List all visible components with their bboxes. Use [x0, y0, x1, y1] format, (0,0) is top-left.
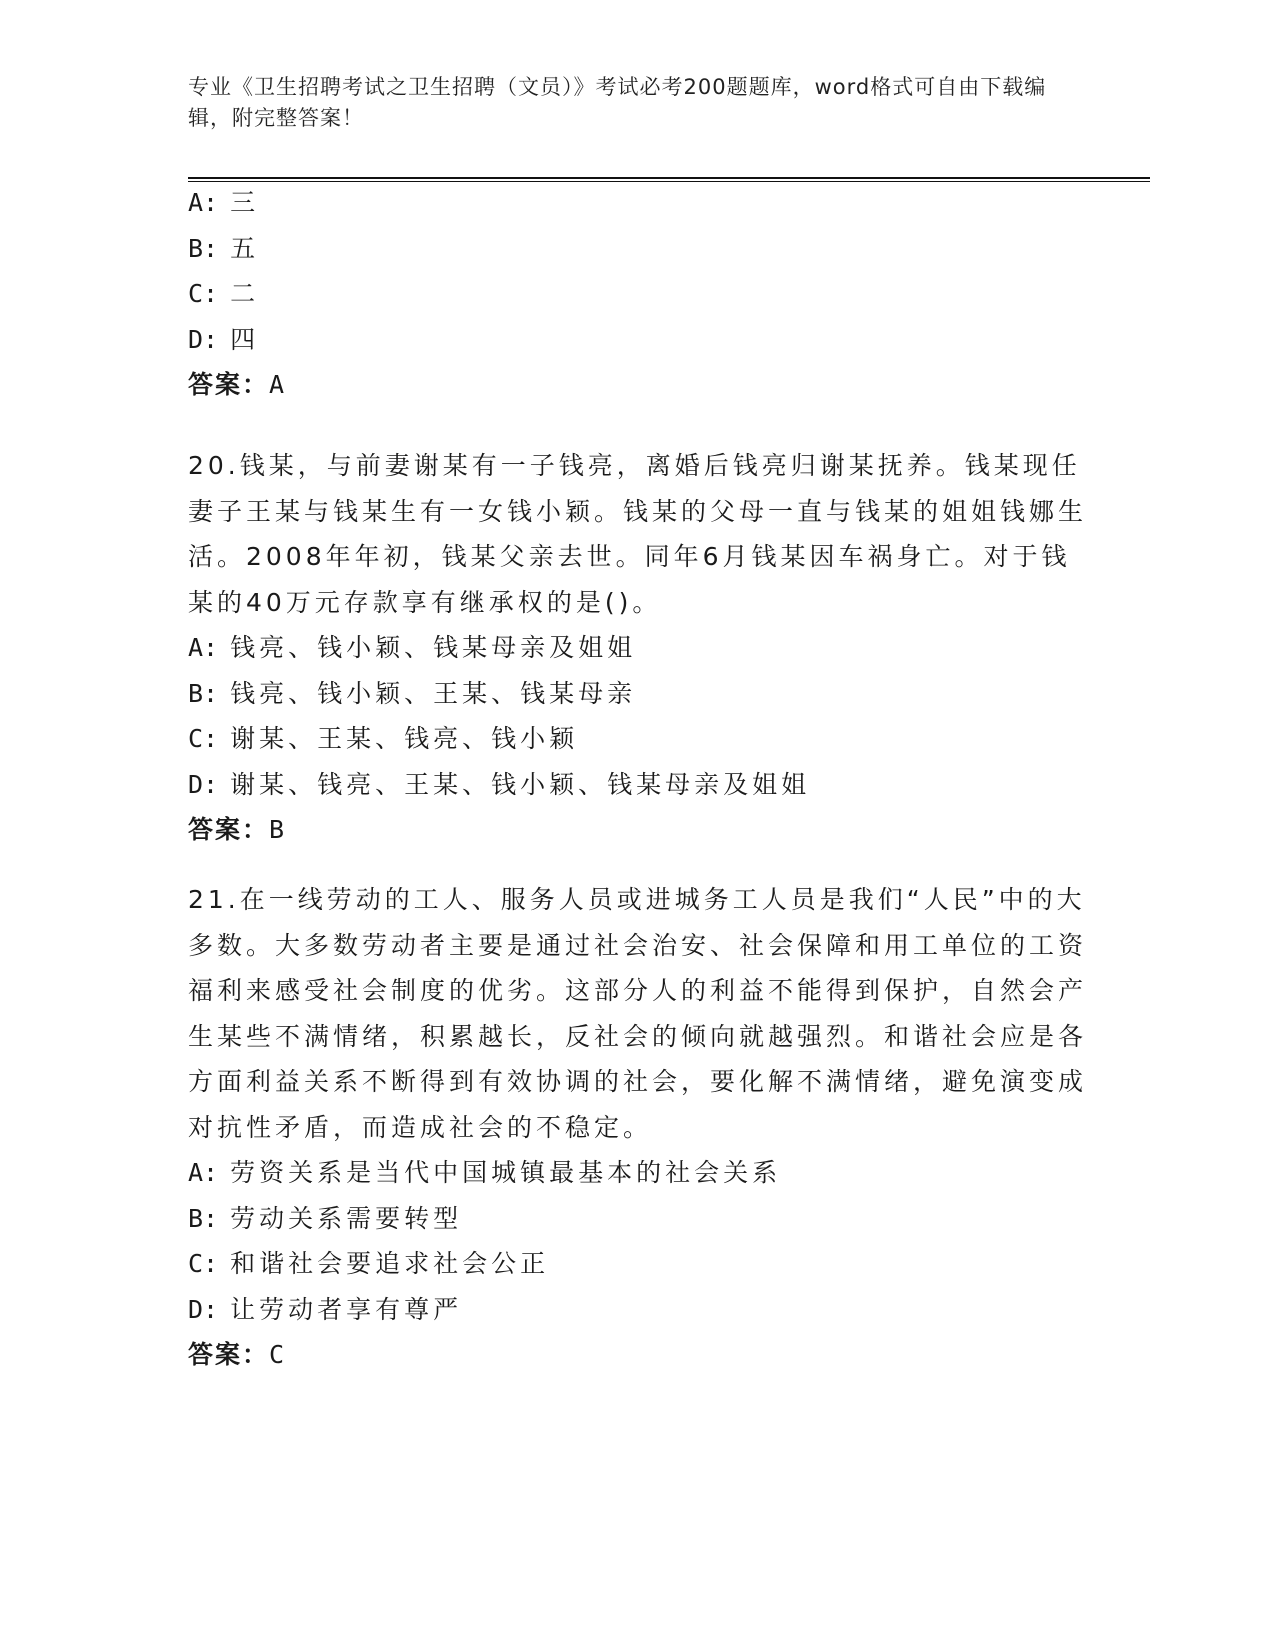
- option-text: 劳资关系是当代中国城镇最基本的社会关系: [230, 1158, 782, 1187]
- answer-line: [188, 807, 1093, 853]
- answer-label: 答案：: [188, 370, 270, 399]
- option-letter: A:: [188, 1158, 219, 1187]
- option-line: [188, 1241, 1093, 1287]
- option-line: [188, 180, 1093, 226]
- option-line: [188, 716, 1093, 762]
- option-text: 谢某、王某、钱亮、钱小颖: [230, 724, 579, 753]
- answer-value: C: [269, 1340, 287, 1369]
- option-letter: C:: [188, 724, 219, 753]
- option-letter: A:: [188, 188, 219, 217]
- question-20-block: [188, 443, 1093, 853]
- option-line: [188, 226, 1093, 272]
- option-line: [188, 762, 1093, 808]
- answer-value: B: [269, 815, 287, 844]
- option-text: 钱亮、钱小颖、王某、钱某母亲: [230, 678, 637, 708]
- option-letter: C:: [188, 279, 219, 308]
- option-text: 让劳动者享有尊严: [230, 1294, 463, 1324]
- answer-line: [188, 362, 1093, 408]
- option-letter: C:: [188, 1249, 219, 1278]
- option-line: [188, 1287, 1093, 1333]
- option-letter: D:: [188, 769, 219, 799]
- option-text: 钱亮、钱小颖、钱某母亲及姐姐: [230, 633, 637, 662]
- option-letter: A:: [188, 633, 219, 662]
- option-line: [188, 671, 1093, 717]
- option-letter: B:: [188, 233, 219, 263]
- option-line: [188, 1150, 1093, 1196]
- option-letter: B:: [188, 678, 219, 708]
- option-letter: D:: [188, 324, 219, 354]
- question-stem: 20.钱某，与前妻谢某有一子钱亮，离婚后钱亮归谢某抚养。钱某现任妻子王某与钱某生有一女钱小颖。钱某的父母一直与钱某的姐姐钱娜生活。2008年年初，钱某父亲去世。同年6月钱某因车祸身亡。对于钱某的40万元存款享有继承权的是()。: [188, 451, 1088, 617]
- option-text: 和谐社会要追求社会公正: [230, 1249, 550, 1278]
- document-header: 专业《卫生招聘考试之卫生招聘（文员）》考试必考200题题库，word格式可自由下载编辑，附完整答案！: [188, 75, 1047, 130]
- option-text: 劳动关系需要转型: [230, 1203, 463, 1233]
- option-text: 五: [230, 233, 260, 263]
- option-letter: B:: [188, 1203, 219, 1233]
- option-line: [188, 625, 1093, 671]
- option-line: [188, 317, 1093, 363]
- header-divider: [188, 177, 1150, 179]
- option-letter: D:: [188, 1294, 219, 1324]
- question-stem: 21.在一线劳动的工人、服务人员或进城务工人员是我们“人民”中的大多数。大多数劳动者主要是通过社会治安、社会保障和用工单位的工资福利来感受社会制度的优劣。这部分人的利益不能得到保护，自然会产生某些不满情绪，积累越长，反社会的倾向就越强烈。和谐社会应是各方面利益关系不断得到有效协调的社会，要化解不满情绪，避免演变成对抗性矛盾，而造成社会的不稳定。: [188, 885, 1088, 1142]
- answer-line: [188, 1332, 1093, 1378]
- option-text: 谢某、钱亮、王某、钱小颖、钱某母亲及姐姐: [230, 769, 811, 799]
- answer-label: 答案：: [188, 815, 270, 844]
- question-21-block: [188, 877, 1093, 1378]
- answer-label: 答案：: [188, 1340, 270, 1369]
- option-line: [188, 271, 1093, 317]
- answer-value: A: [269, 370, 287, 399]
- prev-question-block: [188, 180, 1093, 408]
- option-line: [188, 1196, 1093, 1242]
- option-text: 二: [230, 279, 260, 308]
- option-text: 四: [230, 324, 260, 354]
- option-text: 三: [230, 188, 260, 217]
